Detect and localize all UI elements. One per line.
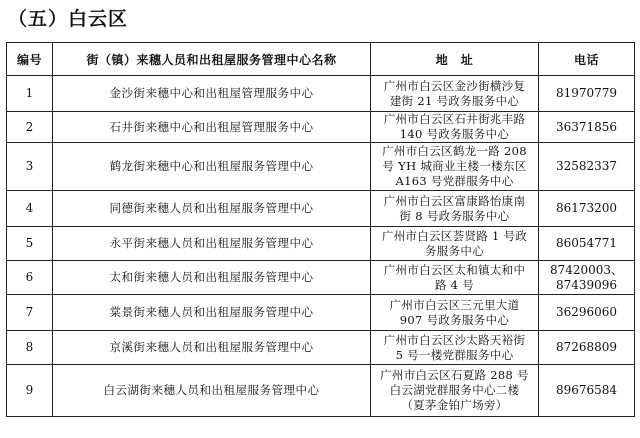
center-name: 金沙街来穗中心和出租屋管理服务中心: [53, 76, 371, 112]
center-phone: [539, 331, 635, 365]
service-center-table: [6, 42, 635, 417]
address-line: 907 号政务服务中心: [399, 312, 510, 327]
row-number: 1: [7, 76, 53, 112]
address-line: 号 YH 城商业主楼一楼东区: [382, 159, 527, 173]
center-name: 棠景街来穗人员和出租屋服务管理中心: [53, 295, 371, 331]
address-line: 广州市白云区太和镇太和中: [383, 262, 526, 277]
row-number: 4: [7, 191, 53, 227]
table-row: [7, 143, 635, 191]
address-line: 务服务中心: [425, 243, 484, 258]
phone-line: 36371856: [555, 119, 618, 134]
table-row: [7, 112, 635, 143]
table-body: [7, 76, 635, 417]
center-address: [371, 76, 539, 112]
center-address: [371, 331, 539, 365]
address-line: 140 号政务服务中心: [399, 127, 510, 141]
header-num: 编号: [7, 43, 53, 76]
table-row: [7, 261, 635, 295]
table-header-row: [7, 43, 635, 76]
phone-line: 86054771: [555, 236, 618, 250]
address-line: 广州市白云区沙太路天裕街: [383, 332, 526, 347]
phone-line: 86173200: [555, 201, 618, 215]
row-number: 2: [7, 112, 53, 143]
phone-line: 89676584: [555, 383, 618, 397]
row-number: 3: [7, 143, 53, 191]
center-address: [371, 191, 539, 227]
center-address: [371, 365, 539, 417]
row-number: 8: [7, 331, 53, 365]
center-phone: [539, 295, 635, 331]
address-line: 广州市白云区鹤龙一路 208: [382, 144, 527, 158]
section-title: （五）白云区: [8, 8, 129, 30]
address-line: 广州市白云区三元里大道: [389, 297, 520, 312]
table-row: [7, 191, 635, 227]
center-address: [371, 227, 539, 261]
center-phone: [539, 261, 635, 295]
header-phone: 电话: [539, 43, 635, 76]
address-line: 白云湖党群服务中心二楼: [389, 383, 520, 397]
phone-line: 87439096: [555, 277, 618, 292]
table-row: [7, 227, 635, 261]
center-address: [371, 295, 539, 331]
table-row: [7, 331, 635, 365]
center-phone: [539, 112, 635, 143]
phone-line: 87268809: [555, 340, 618, 354]
address-line: （夏茅金铂广场旁）: [401, 398, 508, 412]
row-number: 5: [7, 227, 53, 261]
center-name: 白云湖街来穗人员和出租屋服务管理中心: [53, 365, 371, 417]
address-line: A163 号党群服务中心: [395, 174, 514, 188]
table-row: [7, 76, 635, 112]
center-address: [371, 143, 539, 191]
phone-line: 32582337: [555, 159, 618, 173]
address-line: 广州市白云区石夏路 288 号: [380, 368, 529, 382]
address-line: 5 号一楼党群服务中心: [395, 347, 514, 362]
table-row: [7, 365, 635, 417]
center-phone: [539, 365, 635, 417]
address-line: 广州市白云区富康路怡康南: [383, 193, 526, 208]
center-phone: [539, 76, 635, 112]
phone-line: 36296060: [555, 305, 618, 319]
row-number: 6: [7, 261, 53, 295]
address-line: 建街 21 号政务服务中心: [389, 93, 520, 108]
center-name: 石井街来穗中心和出租屋管理服务中心: [53, 112, 371, 143]
center-name: 京溪街来穗人员和出租屋服务管理中心: [53, 331, 371, 365]
row-number: 9: [7, 365, 53, 417]
center-name: 同德街来穗人员和出租屋服务管理中心: [53, 191, 371, 227]
table-row: [7, 295, 635, 331]
address-line: 广州市白云区石井街兆丰路: [383, 112, 526, 126]
address-line: 广州市白云区荟贤路 1 号政: [381, 228, 528, 243]
center-address: [371, 261, 539, 295]
phone-line: 81970779: [555, 86, 618, 100]
address-line: 广州市白云区金沙街横沙复: [383, 78, 526, 93]
center-address: [371, 112, 539, 143]
center-phone: [539, 143, 635, 191]
center-name: 鹤龙街来穗中心和出租屋服务管理中心: [53, 143, 371, 191]
address-line: 街 8 号政务服务中心: [399, 208, 510, 223]
center-phone: [539, 191, 635, 227]
center-name: 太和街来穗人员和出租屋服务管理中心: [53, 261, 371, 295]
center-phone: [539, 227, 635, 261]
row-number: 7: [7, 295, 53, 331]
header-name: 街（镇）来穗人员和出租屋服务管理中心名称: [53, 43, 371, 76]
phone-line: 87420003、: [549, 262, 624, 277]
center-name: 永平街来穗人员和出租屋服务管理中心: [53, 227, 371, 261]
address-line: 路 4 号: [434, 277, 475, 292]
header-address: 地 址: [371, 43, 539, 76]
